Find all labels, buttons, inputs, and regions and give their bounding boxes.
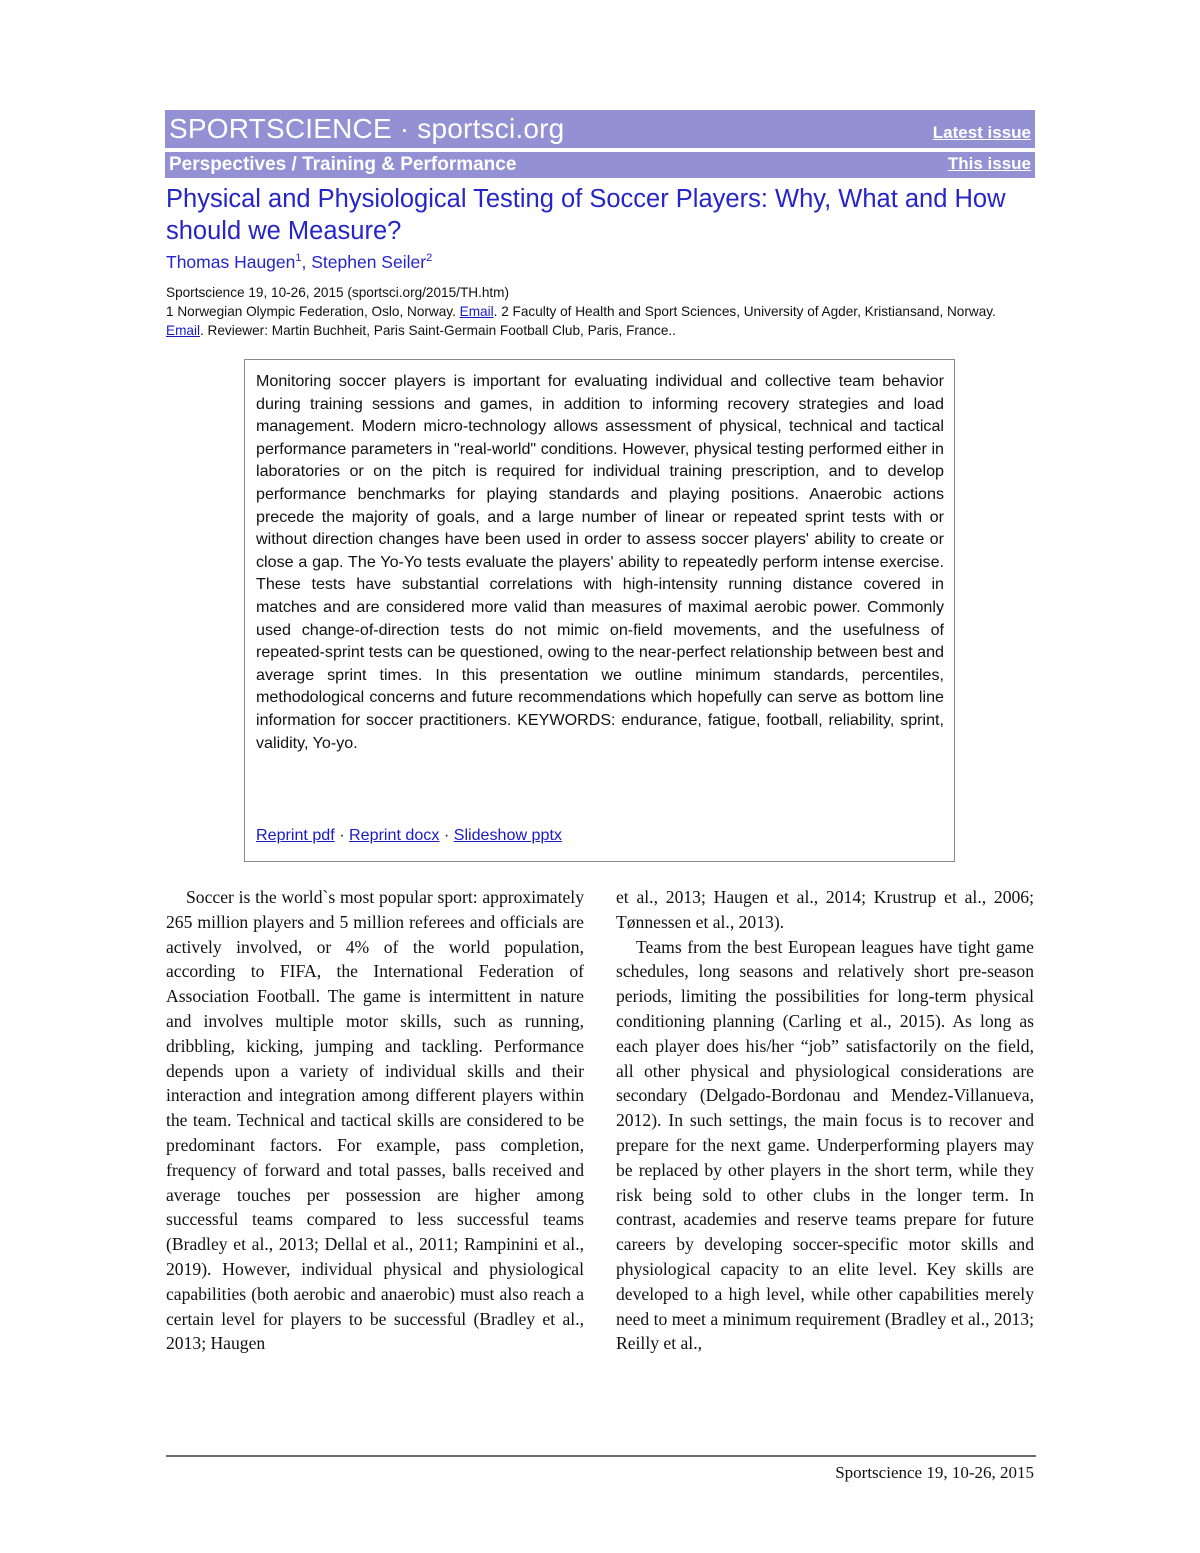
link-separator: · [439,826,454,844]
reprint-pdf-link[interactable]: Reprint pdf [256,826,335,844]
email-link[interactable]: Email [459,304,494,319]
abstract-text: Monitoring soccer players is important for evaluating individual and collective team behavior during training sessions and games, in addition to informing recovery strategies and load management. Modern micro-technology allows assessment of physical, technical and tactical performance parameters in "real-world" conditions. However, physical testing performed either in laboratories or on the pitch is required for individual training prescription, and to develop performance benchmarks for playing standards and playing positions. Anaerobic actions precede the majority of goals, and a large number of linear or repeated sprint tests with or without direction changes have been used in order to assess soccer players' ability to create or close a gap. The Yo-Yo tests evaluate the players' ability to repeatedly perform intense exercise. These tests have substantial correlations with high-intensity running distance covered in matches and are considered more valid than measures of maximal aerobic power. Commonly used change-of-direction tests do not mimic on-field movements, and the usefulness of repeated-sprint tests can be questioned, owing to the near-perfect relationship between best and average sprint times. In this presentation we outline minimum standards, percentiles, methodological concerns and future recommendations which hopefully can serve as bottom line information for soccer practitioners. KEYWORDS: endurance, fatigue, football, reliability, sprint, validity, Yo-yo. [256,372,944,752]
section-banner [165,152,1035,178]
site-banner [165,110,1035,148]
footer-divider [166,1455,1036,1457]
citation: Sportscience 19, 10-26, 2015 (sportsci.org/2015/TH.htm) [166,285,510,300]
affiliation-text: 1 Norwegian Olympic Federation, Oslo, Norway. [166,304,460,319]
reprint-links [256,826,562,845]
email-link[interactable]: Email [166,323,200,338]
body-paragraph: Soccer is the world`s most popular sport: approximately 265 million players and 5 million referees and officials are actively involved, or 4% of the world population, according to FIFA, the International Federation of Association Football. The game is intermittent in nature and involves multiple motor skills, such as running, dribbling, kicking, jumping and tackling. Performance depends upon a variety of individual skills and their interaction and integration among different players within the team. Technical and tactical skills are considered to be predominant factors. For example, pass completion, frequency of forward and total passes, balls received and average touches per possession are higher among successful teams compared to less successful teams (Bradley et al., 2013; Dellal et al., 2011; Rampinini et al., 2019). However, individual physical and physiological capabilities (both aerobic and anaerobic) must also reach a certain level for players to be successful (Bradley et al., 2013; Haugen [166,887,584,1354]
author-name: Stephen Seiler [311,252,427,272]
this-issue-link[interactable]: This issue [947,154,1031,173]
slideshow-pptx-link[interactable]: Slideshow pptx [453,826,562,844]
site-title: SPORTSCIENCE · sportsci.org [169,113,565,144]
author-affiliation-mark: 2 [426,252,433,265]
body-column-right [616,885,1034,1356]
abstract-box [244,359,955,862]
author-separator: , [301,252,312,272]
page-footer: Sportscience 19, 10-26, 2015 [835,1463,1034,1482]
author-name: Thomas Haugen [166,252,296,272]
reprint-docx-link[interactable]: Reprint docx [349,826,440,844]
body-column-left [166,885,584,1356]
body-paragraph: et al., 2013; Haugen et al., 2014; Krustrup et al., 2006; Tønnessen et al., 2013). [616,887,1034,932]
section-label: Perspectives / Training & Performance [169,154,517,175]
latest-issue-link[interactable]: Latest issue [932,123,1031,142]
article-meta [166,283,1026,340]
body-paragraph: Teams from the best European leagues have tight game schedules, long seasons and relatively short pre-season periods, limiting the possibilities for long-term physical conditioning planning (Carling et al., 2015). As long as each player does his/her “job” satisfactorily on the field, all other physical and physiological considerations are secondary (Delgado-Bordonau and Mendez-Villanueva, 2012). In such settings, the main focus is to recover and prepare for the next game. Underperforming players may be replaced by other players in the short term, while they risk being sold to other clubs in the longer term. In contrast, academies and reserve teams prepare for future careers by developing soccer-specific motor skills and physiological capacity to an elite level. Key skills are developed to a high level, while other capabilities merely need to meet a minimum requirement (Bradley et al., 2013; Reilly et al., [616,936,1034,1354]
author-affiliation-mark: 1 [295,252,302,265]
article-title: Physical and Physiological Testing of Soccer Players: Why, What and How should we Measure? [166,185,1006,245]
link-separator: · [334,826,350,844]
affiliation-text: . Reviewer: Martin Buchheit, Paris Saint-Germain Football Club, Paris, France.. [200,323,676,338]
affiliations [166,302,1026,340]
author-list [166,252,432,273]
affiliation-text: . 2 Faculty of Health and Sport Sciences, University of Agder, Kristiansand, Norway. [493,304,996,319]
